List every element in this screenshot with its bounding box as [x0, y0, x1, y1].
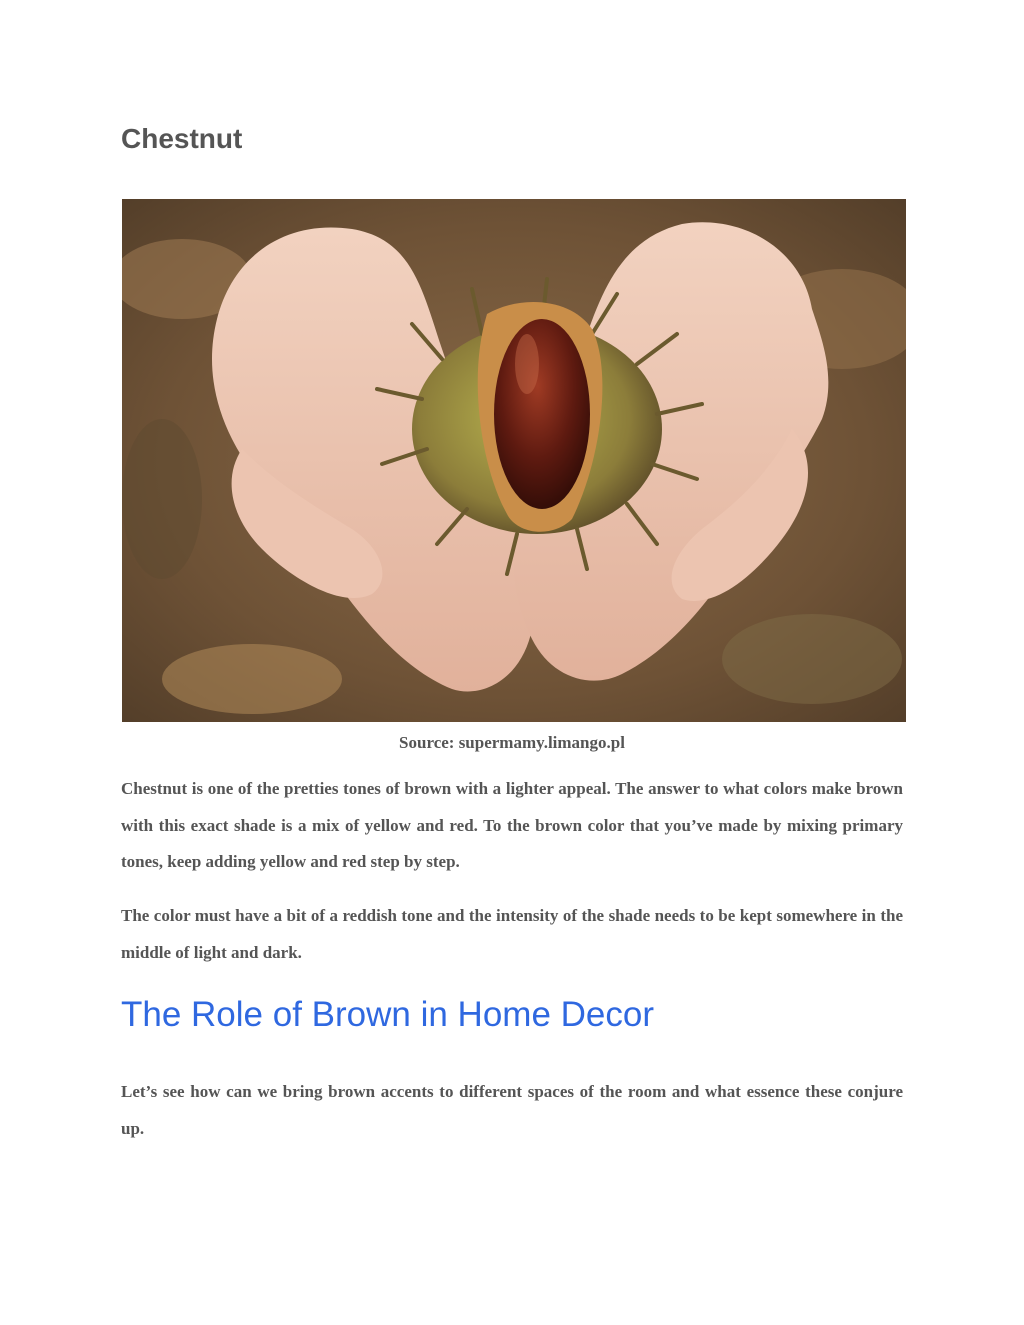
image-source-caption: Source: supermamy.limango.pl	[399, 733, 625, 752]
chestnut-photo	[122, 199, 906, 722]
section-heading-chestnut: Chestnut	[121, 123, 243, 154]
section-heading-role-of-brown: The Role of Brown in Home Decor	[121, 995, 654, 1034]
role-intro-paragraph: Let’s see how can we bring brown accents to different spaces of the room and what essence these conjure up.	[121, 1082, 903, 1138]
chestnut-paragraph-1: Chestnut is one of the pretties tones of brown with a lighter appeal. The answer to what colors make brown with this exact shade is a mix of yellow and red. To the brown color that you’ve made by mixing primary tones, keep adding yellow and red step by step.	[121, 779, 903, 871]
chestnut-paragraph-2: The color must have a bit of a reddish tone and the intensity of the shade needs to be kept somewhere in the middle of light and dark.	[121, 906, 903, 962]
